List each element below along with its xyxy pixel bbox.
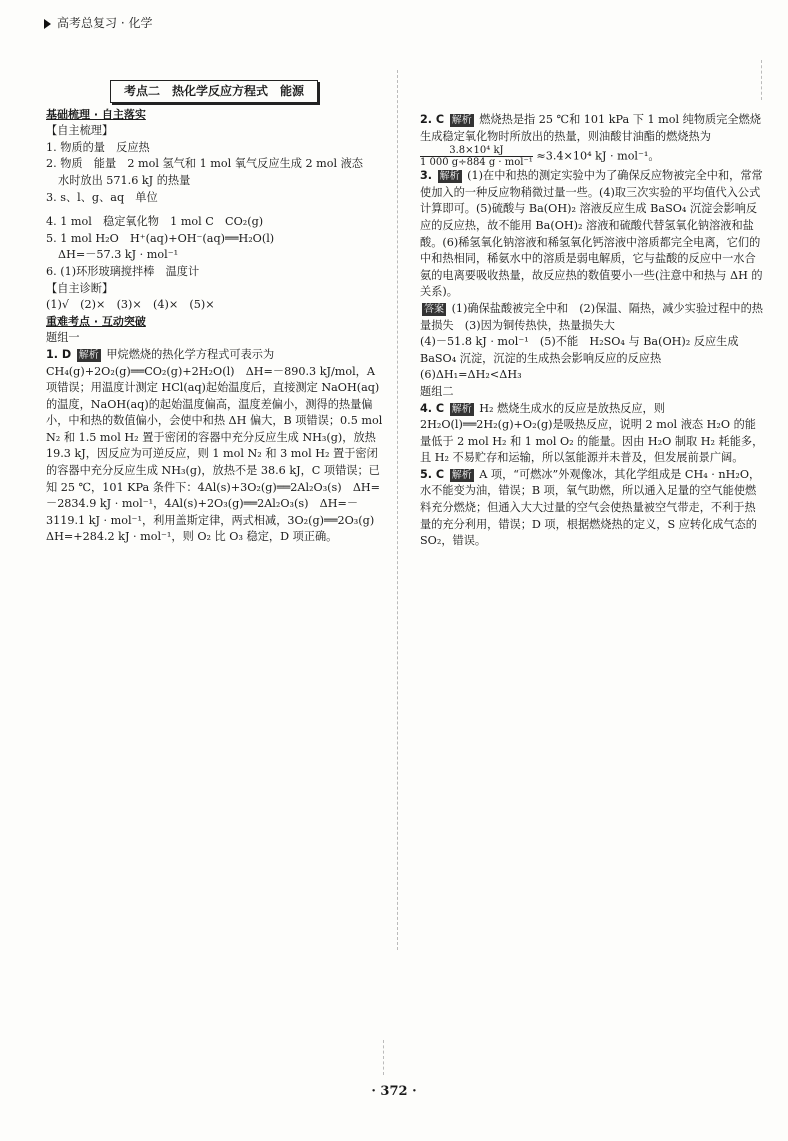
answer-text: (4)－51.8 kJ · mol⁻¹ (5)不能 H₂SO₄ 与 Ba(OH)₂ 反应生成 BaSO₄ 沉淀，沉淀的生成热会影响反应的反应热	[420, 335, 739, 365]
answer-text: (1)确保盐酸被完全中和 (2)保温、隔热，减少实验过程中的热量损失 (3)因为铜传热快，热量损失大	[420, 301, 763, 332]
question-number: 1. D	[46, 347, 72, 361]
question-text: 甲烷燃烧的热化学方程式可表示为 CH₄(g)+2O₂(g)══CO₂(g)+2H₂O(l) ΔH=－890.3 kJ/mol，A 项错误；用温度计测定 HCl(aq)起始温度后，直接测定 NaOH(aq)的温度，NaOH(aq)的起始温度偏高，温度差偏小，测得的热量偏小，中和热的数值偏小，会使中和热 ΔH 偏大，B 项错误；0.5 mol N₂ 和 1.5 mol H₂ 置于密闭的容器中充分反应生成 NH₃(g)，放热 19.3 kJ，因反应为可逆反应，则 1 mol N₂ 和 3 mol H₂ 置于密闭的容器中充分反应生成 NH₃(g)，放热不是 38.6 kJ，C 项错误；已知 25 ℃，101 KPa 条件下：4Al(s)+3O₂(g)══2Al₂O₃(s) ΔH=－2834.9 kJ · mol⁻¹，4Al(s)+2O₃(g)══2Al₂O₃(s) ΔH=－3119.1 kJ · mol⁻¹，利用盖斯定律，两式相减，3O₂(g)══2O₃(g) ΔH=+284.2 kJ · mol⁻¹，则 O₂ 比 O₃ 稳定，D 项正确。	[46, 347, 386, 544]
question-number: 3.	[420, 169, 433, 183]
question-2	[420, 112, 766, 168]
analysis-tag: 解析	[451, 403, 472, 415]
right-column	[420, 112, 766, 550]
question-number: 4. C	[420, 401, 445, 415]
page-header	[44, 14, 152, 31]
question-4	[420, 401, 766, 467]
bracket-heading: 【自主诊断】	[46, 281, 114, 295]
group-heading: 题组二	[420, 384, 454, 398]
question-text: A 项，“可燃冰”外观像冰，其化学组成是 CH₄ · nH₂O，水不能变为油，错误；B 项，氧气助燃，所以通入足量的空气能使燃料充分燃烧；但通入大大过量的空气会使热量被空气带走，不利于热量的充分利用，错误；D 项，根据燃烧热的定义，S 应转化成气态的 SO₂，错误。	[420, 467, 761, 548]
column-divider	[397, 70, 398, 950]
list-item: 5. 1 mol H₂O H⁺(aq)+OH⁻(aq)══H₂O(l)	[46, 231, 275, 245]
question-1	[46, 347, 388, 546]
left-column	[46, 80, 388, 546]
list-item: 3. s、l、g、aq 单位	[46, 190, 158, 204]
group-heading: 题组一	[46, 331, 80, 345]
triangle-icon	[44, 19, 51, 29]
list-item: 4. 1 mol 稳定氧化物 1 mol C CO₂(g)	[46, 215, 264, 229]
page-number: · 372 ·	[371, 1084, 417, 1099]
list-item: ΔH=－57.3 kJ · mol⁻¹	[58, 248, 179, 262]
answer-text: (6)ΔH₁=ΔH₂<ΔH₃	[420, 368, 522, 382]
fraction-numerator: 3.8×10⁴ kJ	[420, 145, 533, 157]
analysis-tag: 解析	[451, 115, 472, 126]
question-text: (1)在中和热的测定实验中为了确保反应物被完全中和，常常使加入的一种反应物稍微过量一些。(4)取三次实验的平均值代入公式计算即可。(5)硫酸与 Ba(OH)₂ 溶液反应生成 BaSO₄ 沉淀会影响反应的反应热，故不能用 Ba(OH)₂ 溶液和硫酸代替氢氧化钠溶液和盐酸。(6)稀氢氧化钠溶液和稀氢氧化钙溶液中溶质都完全电离，它们的中和热相同，稀氨水中的溶质是弱电解质，它与盐酸的反应中一水合氨的电离要吸收热量，故反应热的数值要小一些(注意中和热与 ΔH 的关系)。	[420, 169, 763, 299]
analysis-tag: 解析	[451, 469, 472, 481]
list-item: 水时放出 571.6 kJ 的热量	[58, 173, 191, 187]
bottom-divider	[383, 1040, 384, 1075]
bracket-heading: 【自主梳理】	[46, 124, 114, 138]
answer-block	[420, 301, 766, 334]
question-number: 5. C	[420, 467, 445, 481]
diagnosis-answers: (1)√ (2)× (3)× (4)× (5)×	[46, 298, 215, 312]
fraction	[420, 145, 533, 168]
analysis-tag: 解析	[78, 349, 99, 361]
answer-tag: 答案	[424, 303, 444, 315]
question-number: 2. C	[420, 113, 445, 126]
list-item: 2. 物质 能量 2 mol 氢气和 1 mol 氧气反应生成 2 mol 液态	[46, 157, 363, 171]
header-title: 高考总复习 · 化学	[57, 16, 153, 30]
question-text: 燃烧热是指 25 ℃和 101 kPa 下 1 mol 纯物质完全燃烧生成稳定氧化物时所放出的热量，则油酸甘油酯的燃烧热为	[420, 113, 761, 143]
question-3	[420, 168, 766, 301]
list-item: 1. 物质的量 反应热	[46, 140, 150, 154]
fraction-denominator: 1 000 g÷884 g · mol⁻¹	[420, 157, 533, 169]
section-title: 考点二 热化学反应方程式 能源	[110, 80, 318, 103]
analysis-tag: 解析	[439, 171, 460, 183]
question-text: ≈3.4×10⁴ kJ · mol⁻¹。	[536, 149, 660, 163]
list-item: 6. (1)环形玻璃搅拌棒 温度计	[46, 264, 200, 278]
question-text: H₂ 燃烧生成水的反应是放热反应，则 2H₂O(l)══2H₂(g)+O₂(g)是吸热反应，说明 2 mol 液态 H₂O 的能量低于 2 mol H₂ 和 1 mol O₂ 的能量。因由 H₂O 制取 H₂ 耗能多，且 H₂ 不易贮存和运输，所以氢能源并未普及，但发展前景广阔。	[420, 401, 764, 465]
edge-mark	[761, 60, 762, 100]
question-5	[420, 467, 766, 550]
subheading-key-points: 重难考点 · 互动突破	[46, 314, 146, 328]
subheading-basics: 基础梳理 · 自主落实	[46, 107, 146, 121]
